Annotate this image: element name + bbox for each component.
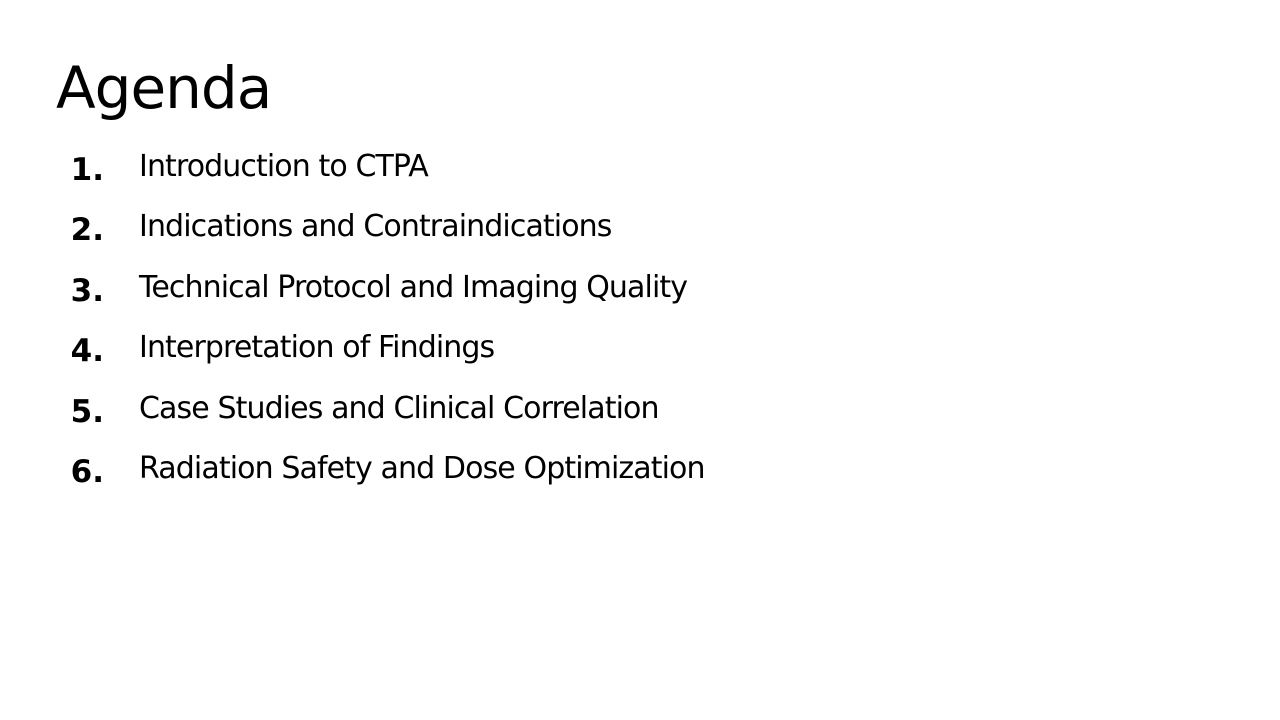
agenda-item-text: Case Studies and Clinical Correlation (139, 390, 659, 426)
agenda-item (0, 142, 1000, 202)
agenda-item-text: Interpretation of Findings (139, 330, 495, 366)
agenda-item (0, 444, 1000, 504)
agenda-item-number: 2. (70, 212, 104, 249)
agenda-item-number: 6. (70, 453, 104, 490)
agenda-item (0, 202, 1000, 262)
agenda-item-number: 4. (70, 333, 104, 370)
agenda-item-text: Indications and Contraindications (139, 209, 612, 245)
agenda-item-text: Radiation Safety and Dose Optimization (139, 450, 705, 486)
agenda-item (0, 384, 1000, 444)
agenda-item-text: Technical Protocol and Imaging Quality (139, 269, 688, 305)
agenda-item-number: 3. (70, 272, 104, 309)
agenda-item-number: 5. (70, 393, 104, 430)
agenda-list (0, 142, 1000, 504)
agenda-item-number: 1. (70, 152, 104, 188)
agenda-item (0, 323, 1000, 383)
slide-title: Agenda (56, 54, 272, 122)
agenda-item (0, 263, 1000, 323)
agenda-item-text: Introduction to CTPA (139, 149, 428, 184)
